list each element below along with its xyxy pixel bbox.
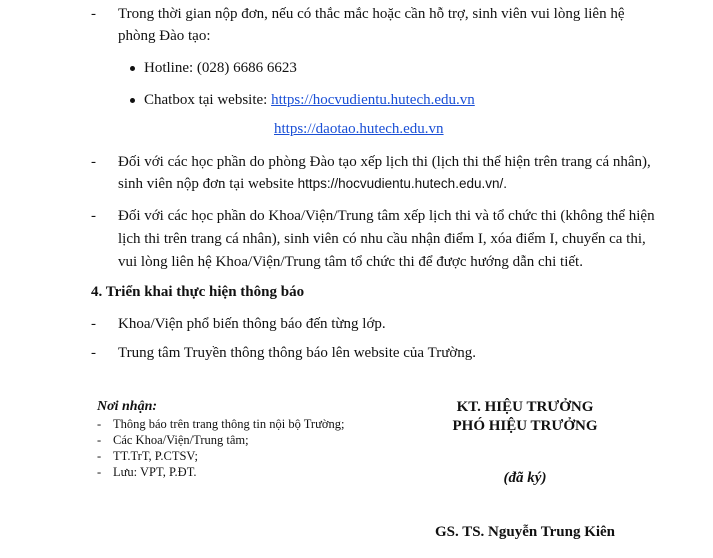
recipient-item	[97, 432, 249, 448]
signatory-name: GS. TS. Nguyễn Trung Kiên	[434, 524, 616, 540]
daotao-link-line	[274, 118, 444, 140]
para3-line2: lịch thi trên trang cá nhân), sinh viên có nhu cầu nhận điểm I, xóa điểm I, chuyển ca thi,	[118, 231, 646, 247]
recipients-title: Nơi nhận:	[97, 399, 158, 414]
signature-title-2: PHÓ HIỆU TRƯỞNG	[452, 418, 598, 434]
hocvudientu-plain-url: https://hocvudientu.hutech.edu.vn/.	[297, 176, 507, 191]
recipients-list	[97, 416, 345, 480]
recipient-dash: -	[97, 465, 102, 479]
para2-line2-prefix: sinh viên nộp đơn tại website	[118, 176, 298, 192]
recipient-item	[97, 416, 345, 432]
bullet-icon	[130, 98, 135, 103]
section4-item-2: Trung tâm Truyền thông thông báo lên website của Trường.	[118, 345, 477, 361]
recipient-text: Các Khoa/Viện/Trung tâm;	[113, 433, 249, 447]
bullet-icon	[130, 66, 135, 71]
para1-line2: phòng Đào tạo:	[118, 28, 211, 44]
signed-note: (đã ký)	[503, 470, 547, 486]
section4-heading: 4. Triển khai thực hiện thông báo	[91, 284, 305, 300]
para2-dash: -	[91, 154, 96, 170]
para1-line1: Trong thời gian nộp đơn, nếu có thắc mắc hoặc cần hỗ trợ, sinh viên vui lòng liên hệ	[118, 6, 625, 22]
para2-line1: Đối với các học phần do phòng Đào tạo xếp lịch thi (lịch thi thể hiện trên trang cá nhân),	[118, 154, 651, 170]
daotao-link[interactable]: https://daotao.hutech.edu.vn	[274, 121, 444, 137]
recipient-item	[97, 448, 198, 464]
hocvudientu-link[interactable]: https://hocvudientu.hutech.edu.vn	[271, 92, 475, 108]
section4-item-1: Khoa/Viện phổ biến thông báo đến từng lớp.	[118, 316, 386, 332]
chatbox-line	[144, 89, 475, 111]
para3-dash: -	[91, 208, 96, 224]
hotline-text: Hotline: (028) 6686 6623	[144, 60, 297, 76]
recipient-item	[97, 464, 197, 480]
section4-dash-1: -	[91, 316, 96, 332]
recipient-text: Lưu: VPT, P.ĐT.	[113, 465, 197, 479]
chatbox-label: Chatbox tại website:	[144, 92, 272, 108]
recipient-dash: -	[97, 449, 102, 463]
para3-line1: Đối với các học phần do Khoa/Viện/Trung tâm xếp lịch thi và tổ chức thi (không thể hiện	[118, 208, 655, 224]
para1-dash: -	[91, 6, 96, 22]
para3-line3: vui lòng liên hệ Khoa/Viện/Trung tâm tổ chức thi để được hướng dẫn chi tiết.	[118, 254, 583, 270]
recipient-text: Thông báo trên trang thông tin nội bộ Trường;	[113, 417, 345, 431]
signature-title-1: KT. HIỆU TRƯỞNG	[456, 399, 594, 415]
section4-dash-2: -	[91, 345, 96, 361]
recipient-dash: -	[97, 417, 102, 431]
para2-line2	[118, 173, 507, 195]
recipient-text: TT.TrT, P.CTSV;	[113, 449, 198, 463]
recipient-dash: -	[97, 433, 102, 447]
